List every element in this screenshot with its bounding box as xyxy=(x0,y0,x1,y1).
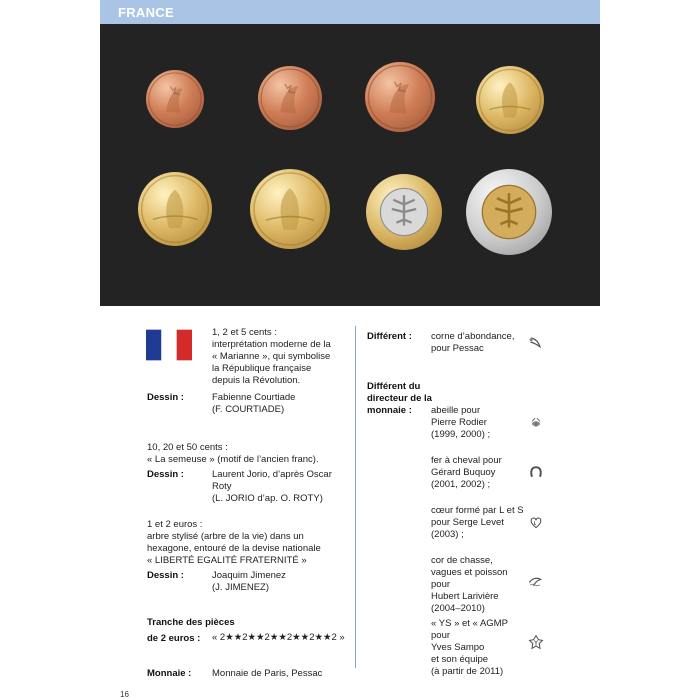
design3-designer: Joaquim Jimenez (J. JIMENEZ) xyxy=(212,570,286,593)
director-label: Différent du directeur de la monnaie : xyxy=(367,381,432,416)
design2-intro: 10, 20 et 50 cents : « La semeuse » (motif de l’ancien franc). xyxy=(147,442,319,465)
mint-label: Monnaie : xyxy=(147,668,192,679)
different-label: Différent : xyxy=(367,331,412,342)
design1-label: Dessin : xyxy=(147,392,184,403)
cornucopia-icon xyxy=(528,334,544,350)
design2-designer: Laurent Jorio, d’après Oscar Roty (L. JORIO d’ap. O. ROTY) xyxy=(212,469,332,504)
mint-value: Monnaie de Paris, Pessac xyxy=(212,668,323,679)
design1-designer: Fabienne Courtiade (F. COURTIADE) xyxy=(212,392,296,415)
coin-10-cent xyxy=(476,66,544,134)
page-title: FRANCE xyxy=(118,5,174,20)
bee-icon xyxy=(528,415,544,431)
ys-agmp-icon xyxy=(528,634,544,650)
design3-intro: 1 et 2 euros : arbre stylisé (arbre de la vie) dans un hexagone, entouré de la devise nationale « LIBERTÉ EGALITÉ FRATERNITÉ » xyxy=(147,519,321,566)
coin-50-cent xyxy=(250,169,330,249)
design1-intro: 1, 2 et 5 cents : interprétation moderne de la « Marianne », qui symbolise la République française depuis la Révolution. xyxy=(212,327,331,386)
coin-5-cent xyxy=(365,62,435,132)
edge-label: Tranche des pièces de 2 euros : xyxy=(147,617,235,644)
coin-2-cent xyxy=(258,66,322,130)
column-divider xyxy=(355,326,356,668)
design2-label: Dessin : xyxy=(147,469,184,480)
design3-label: Dessin : xyxy=(147,570,184,581)
coin-panel xyxy=(100,24,600,306)
french-flag xyxy=(146,329,192,361)
different-text: corne d’abondance, pour Pessac xyxy=(431,331,515,354)
heart-ls-icon xyxy=(528,514,544,530)
director-entry-heart: cœur formé par L et S pour Serge Levet (2003) ; xyxy=(431,505,524,540)
horseshoe-icon xyxy=(528,464,544,480)
hunting-horn-icon xyxy=(527,573,543,589)
coin-2-euro xyxy=(466,169,552,255)
edge-value: « 2★★2★★2★★2★★2★★2 » xyxy=(212,632,345,643)
director-entry-ys: « YS » et « AGMP pour Yves Sampo et son équipe (à partir de 2011) xyxy=(431,618,508,677)
director-entry-horseshoe: fer à cheval pour Gérard Buquoy (2001, 2002) ; xyxy=(431,455,502,490)
coin-1-euro xyxy=(366,174,442,250)
director-entry-horn: cor de chasse, vagues et poisson pour Hubert Larivière (2004–2010) xyxy=(431,555,508,614)
page-number: 16 xyxy=(120,690,129,699)
coin-1-cent xyxy=(146,70,204,128)
director-entry-bee: abeille pour Pierre Rodier (1999, 2000) ; xyxy=(431,405,491,440)
header-bar xyxy=(100,0,600,24)
coin-20-cent xyxy=(138,172,212,246)
